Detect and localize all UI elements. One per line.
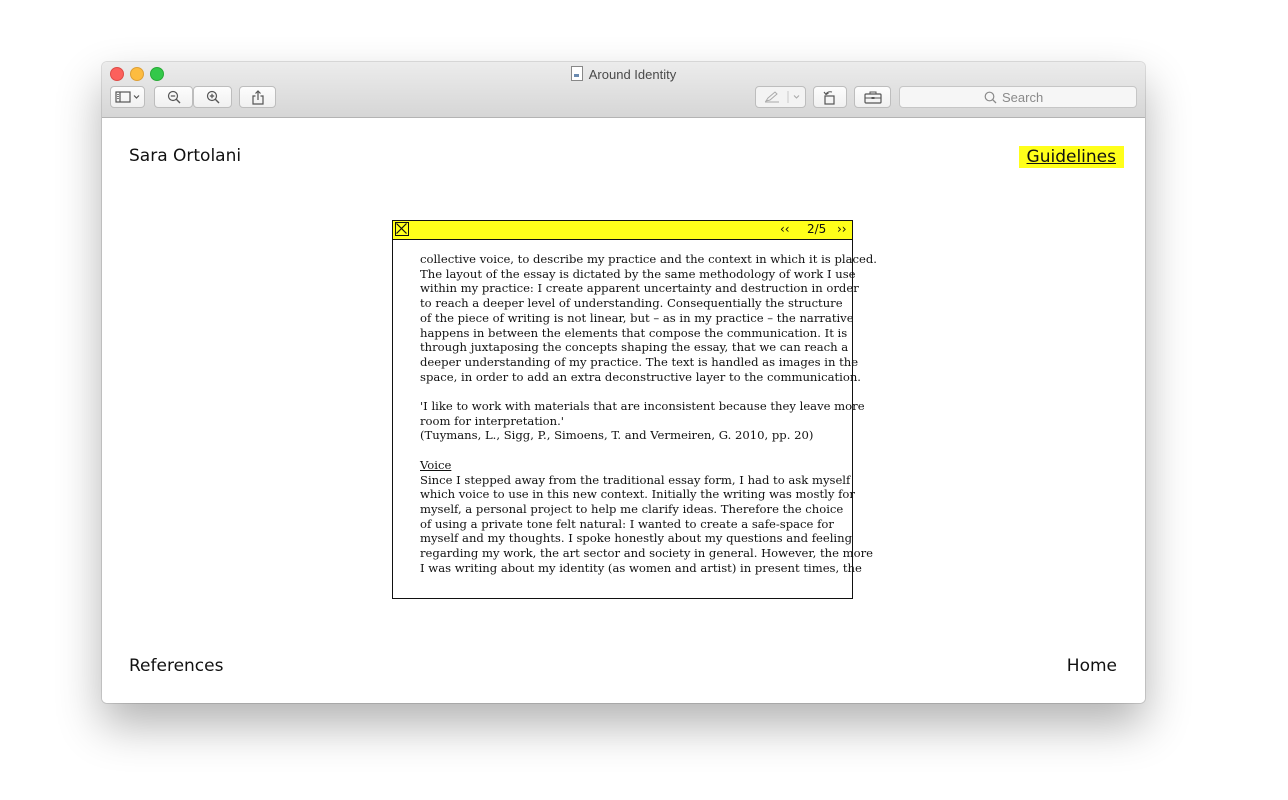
text-line: which voice to use in this new context. Initially the writing was mostly for: [420, 487, 855, 502]
author-name: Sara Ortolani: [129, 146, 242, 166]
text-line: to reach a deeper level of understanding. Consequentially the structure: [420, 296, 843, 311]
quote-line: 'I like to work with materials that are inconsistent because they leave more: [420, 399, 865, 414]
window-title-text: Around Identity: [588, 67, 677, 82]
rotate-icon: [822, 90, 838, 105]
window-title: [102, 66, 1145, 82]
citation-line: (Tuymans, L., Sigg, P., Simoens, T. and Vermeiren, G. 2010, pp. 20): [420, 428, 814, 443]
text-line: of using a private tone felt natural: I wanted to create a safe-space for: [420, 516, 834, 531]
toolbox-icon: [864, 91, 882, 104]
section-heading: Voice: [420, 457, 452, 472]
zoom-out-icon: [167, 90, 181, 104]
previous-page-button[interactable]: ‹‹: [780, 222, 790, 236]
document-icon: [571, 66, 583, 81]
preview-window: [102, 62, 1145, 703]
text-line: happens in between the elements that compose the communication. It is: [420, 325, 848, 340]
essay-text: [420, 252, 877, 575]
page-indicator: 2/5: [807, 222, 827, 236]
text-line: within my practice: I create apparent uncertainty and destruction in order: [420, 281, 859, 296]
markup-button[interactable]: [755, 86, 806, 108]
rotate-button[interactable]: [813, 86, 847, 108]
text-line: Since I stepped away from the traditional essay form, I had to ask myself: [420, 472, 851, 487]
share-button[interactable]: [239, 86, 276, 108]
markup-pen-icon: [764, 91, 804, 103]
text-line: regarding my work, the art sector and society in general. However, the more: [420, 546, 874, 561]
quote-line: room for interpretation.': [420, 413, 564, 428]
toolbox-button[interactable]: [854, 86, 891, 108]
share-icon: [252, 90, 264, 105]
search-icon: [984, 91, 997, 104]
text-line: myself, a personal project to help me clarify ideas. Therefore the choice: [420, 501, 844, 516]
text-line: deeper understanding of my practice. The text is handled as images in the: [420, 354, 859, 369]
essay-popup: [392, 220, 877, 599]
home-link[interactable]: Home: [1066, 656, 1117, 676]
text-line: collective voice, to describe my practice and the context in which it is placed.: [420, 252, 877, 266]
search-field[interactable]: [899, 86, 1137, 108]
close-icon: [396, 223, 407, 234]
zoom-in-button[interactable]: [193, 86, 232, 108]
popup-header: [393, 221, 852, 240]
next-page-button[interactable]: ››: [837, 222, 847, 236]
sidebar-icon: [115, 91, 141, 103]
text-line: of the piece of writing is not linear, but – as in my practice – the narrative: [420, 310, 854, 325]
popup-close-button[interactable]: [395, 222, 409, 236]
document-page: [102, 118, 1145, 703]
text-line: space, in order to add an extra deconstructive layer to the communication.: [420, 369, 861, 384]
text-line: myself and my thoughts. I spoke honestly about my questions and feeling: [420, 531, 853, 546]
references-link[interactable]: References: [129, 656, 224, 676]
titlebar: [102, 62, 1145, 118]
text-line: The layout of the essay is dictated by the same methodology of work I use: [420, 266, 856, 281]
text-line: through juxtaposing the concepts shaping the essay, that we can reach a: [420, 340, 849, 355]
search-input[interactable]: [1002, 90, 1052, 105]
zoom-out-button[interactable]: [154, 86, 193, 108]
sidebar-toggle-button[interactable]: [110, 86, 145, 108]
guidelines-link[interactable]: Guidelines: [1019, 146, 1124, 168]
zoom-in-icon: [206, 90, 220, 104]
text-line: I was writing about my identity (as women and artist) in present times, the: [420, 560, 862, 575]
